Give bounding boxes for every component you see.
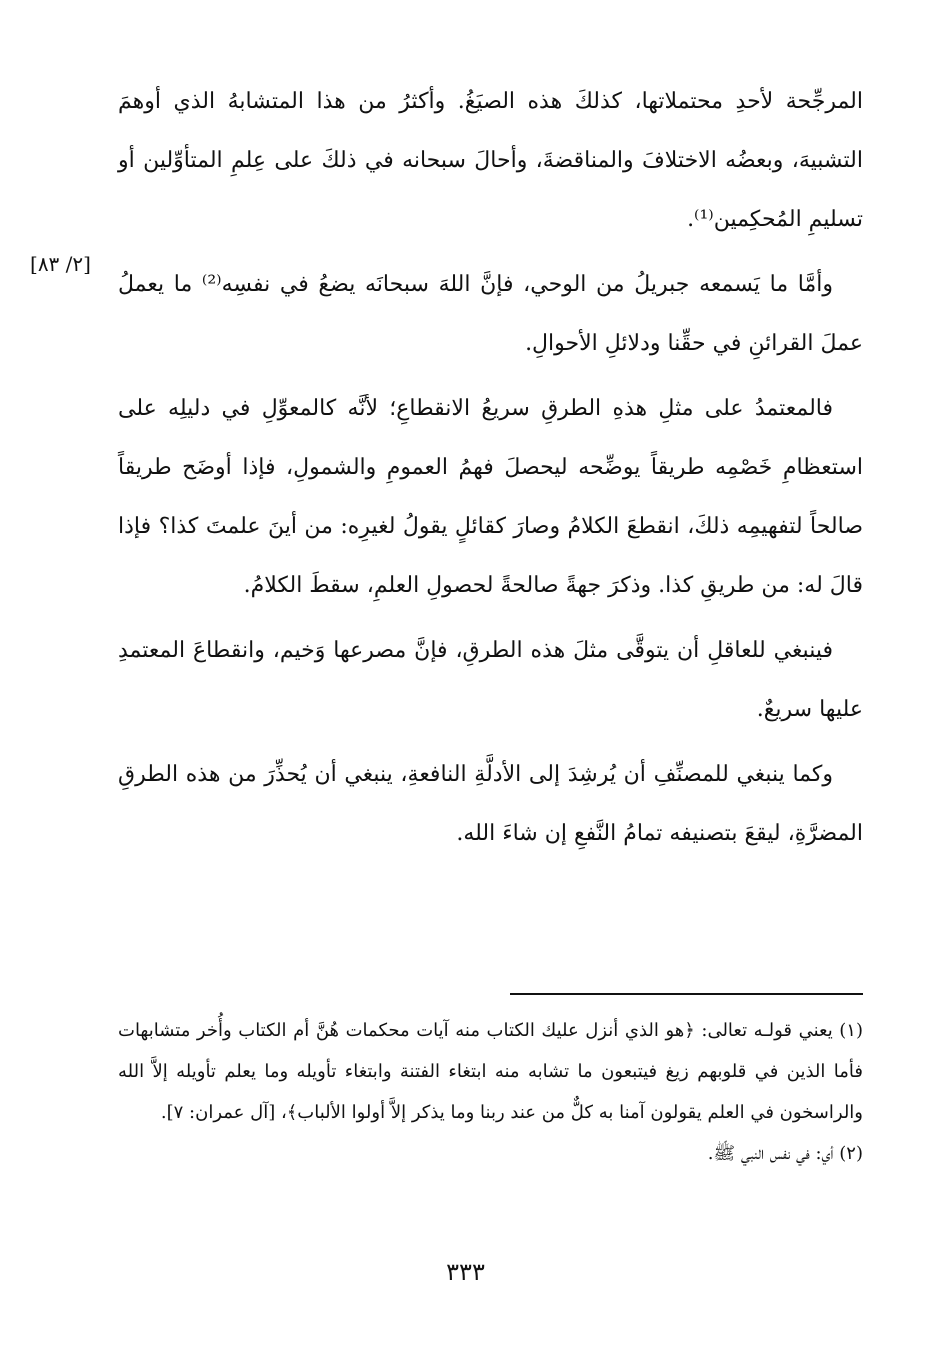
paragraph-1: المرجِّحة لأحدِ محتملاتها، كذلكَ هذه الصيَغُ. وأكثرُ من هذا المتشابهُ الذي أوهمَ التشبيهَ، وبعضُه الاختلافَ والمناقضةَ، وأحالَ سبحانه في ذلكَ على عِلمِ المتأوِّلين أو تسليمِ المُحكِمين⁽¹⁾. [118,89,863,232]
footnote-2: (٢) أي: في نفس النبي ﷺ. [707,1143,863,1164]
margin-reference: [٢/ ٨٣] [30,252,91,276]
page-number: ٣٣٣ [446,1258,485,1286]
paragraph-4: فينبغي للعاقلِ أن يتوقَّى مثلَ هذه الطرقِ، فإنَّ مصرعها وَخيم، وانقطاعَ المعتمدِ عليها سريعٌ. [118,638,863,722]
footnote-1: (١) يعني قولـه تعالى: ﴿هو الذي أنزل عليك الكتاب منه آيات محكمات هُنَّ أم الكتاب وأُخر متشابهات فأما الذين في قلوبهم زيغ فيتبعون ما تشابه منه ابتغاء الفتنة وابتغاء تأويله وما يعلم تأويله إلاَّ الله والراسخون في العلم يقولون آمنا به كلٌّ من عند ربنا وما يذكر إلاَّ أولوا الألباب﴾، [آل عمران: ٧]. [118,1020,863,1123]
footnotes [118,1010,863,1174]
paragraph-3: فالمعتمدُ على مثلِ هذهِ الطرقِ سريعُ الانقطاعِ؛ لأنَّه كالمعوِّلِ في دليلِه على استعظامِ خَصْمِه طريقاً يوضِّحه ليحصلَ فهمُ العمومِ والشمولِ، فإذا أوضَح طريقاً صالحاً لتفهيمِه ذلكَ، انقطعَ الكلامُ وصارَ كقائلٍ يقولُ لغيرِه: من أينَ علمتَ كذا؟ فإذا قالَ له: من طريقِ كذا. وذكرَ جهةً صالحةً لحصولِ العلمِ، سقطَ الكلامُ. [118,396,863,598]
main-text [118,72,863,869]
paragraph-5: وكما ينبغي للمصنِّفِ أن يُرشِدَ إلى الأدلَّةِ النافعةِ، ينبغي أن يُحذِّرَ من هذه الطرقِ المضرَّةِ، ليقعَ بتصنيفه تمامُ النَّفعِ إن شاءَ الله. [118,762,863,846]
footnote-divider [510,993,863,995]
paragraph-2: وأمَّا ما يَسمعه جبريلُ من الوحي، فإنَّ اللهَ سبحانَه يضعُ في نفسِه⁽²⁾ ما يعملُ عملَ القرائنِ في حقِّنا ودلائلِ الأحوالِ. [118,272,863,356]
